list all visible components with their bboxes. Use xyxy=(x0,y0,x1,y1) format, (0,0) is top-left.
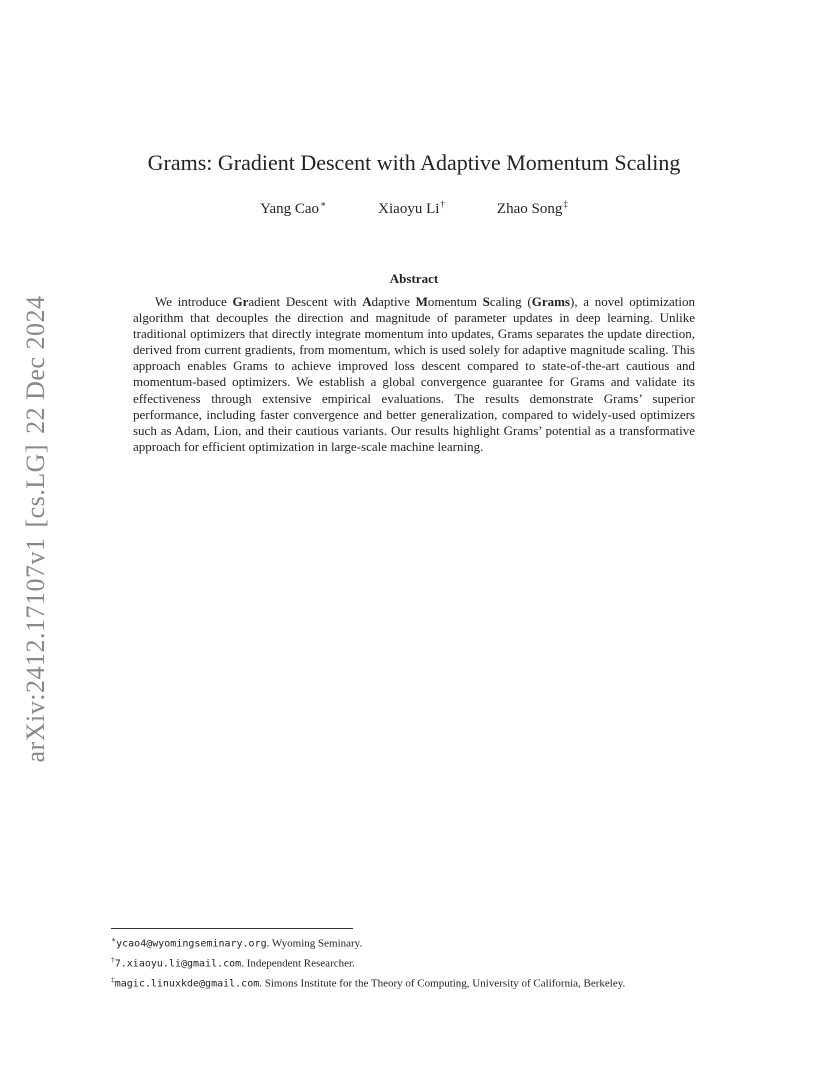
abstract-text: We introduce xyxy=(155,294,233,309)
abstract-bold: Grams xyxy=(531,294,570,309)
abstract-text: adient Descent with xyxy=(248,294,363,309)
arxiv-category: [cs.LG] xyxy=(21,443,50,528)
author-footnote-mark: ‡ xyxy=(563,199,568,209)
abstract-text: ), a novel optimization algorithm that decouples the direction and magnitude of parameter updates in deep learning. Unlike traditional optimizers that directly integrate momentum into updates, Grams separates the update direction, derived from current gradients, from momentum, which is used solely for adaptive magnitude scaling. This approach enables Grams to achieve improved loss descent compared to state-of-the-art cautious and momentum-based optimizers. We establish a global convergence guarantee for Grams and validate its effectiveness through extensive empirical evaluations. The results demonstrate Grams’ superior performance, including faster convergence and better generalization, compared to widely-used optimizers such as Adam, Lion, and their cautious variants. Our results highlight Grams’ potential as a transformative approach for efficient optimization in large-scale machine learning. xyxy=(133,294,696,454)
arxiv-date: 22 Dec 2024 xyxy=(21,295,50,434)
arxiv-id: arXiv:2412.17107v1 xyxy=(21,537,50,763)
footnote-affiliation: . Wyoming Seminary. xyxy=(266,937,363,950)
footnote-email: magic.linuxkde@gmail.com xyxy=(114,978,260,990)
abstract-bold: Gr xyxy=(232,294,249,309)
footnotes xyxy=(111,932,751,992)
author-1 xyxy=(260,199,326,218)
footnote-divider xyxy=(111,928,353,929)
author-footnote-mark: ∗ xyxy=(320,199,327,209)
footnote-affiliation: . Simons Institute for the Theory of Computing, University of California, Berkeley. xyxy=(259,977,626,990)
footnote-email: 7.xiaoyu.li@gmail.com xyxy=(114,958,242,970)
author-name: Xiaoyu Li xyxy=(378,201,440,217)
abstract-bold: S xyxy=(482,294,490,309)
abstract-text: caling ( xyxy=(489,294,532,309)
author-3 xyxy=(497,199,568,218)
abstract-body xyxy=(133,294,695,455)
footnote-mark: ‡ xyxy=(111,974,115,984)
author-2 xyxy=(378,199,445,218)
footnote-1 xyxy=(111,932,751,952)
paper-title: Grams: Gradient Descent with Adaptive Momentum Scaling xyxy=(147,150,681,175)
abstract-text: daptive xyxy=(371,294,416,309)
abstract-heading: Abstract xyxy=(389,271,439,286)
footnote-mark: † xyxy=(111,954,115,964)
arxiv-stamp xyxy=(21,286,51,763)
footnote-email: ycao4@wyomingseminary.org xyxy=(116,938,267,950)
author-name: Zhao Song xyxy=(496,201,563,217)
author-name: Yang Cao xyxy=(260,201,320,217)
author-footnote-mark: † xyxy=(440,199,445,209)
footnote-affiliation: . Independent Researcher. xyxy=(241,957,355,970)
footnote-3 xyxy=(111,972,751,992)
abstract-bold: A xyxy=(362,294,372,309)
abstract-bold: M xyxy=(415,294,428,309)
footnote-2 xyxy=(111,952,751,972)
footnote-mark: ∗ xyxy=(111,935,117,944)
author-list xyxy=(0,199,828,218)
abstract-text: omentum xyxy=(427,294,483,309)
